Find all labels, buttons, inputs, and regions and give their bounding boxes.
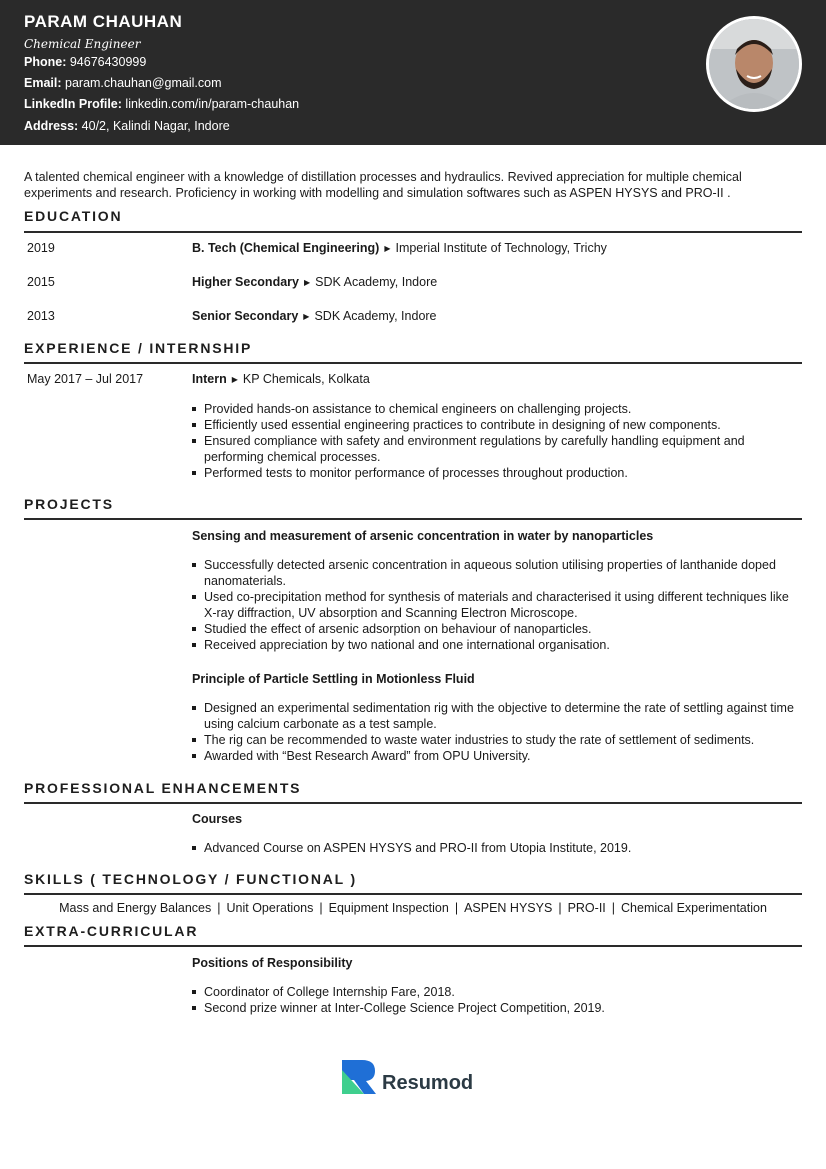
enhancements-divider — [24, 802, 802, 804]
experience-role: Intern — [192, 372, 227, 386]
linkedin-line — [24, 97, 299, 111]
professional-summary: A talented chemical engineer with a knowledge of distillation processes and hydraulics. Revived appreciation for multiple chemical experiments and research. Proficiency in working with modelling and simulation softwares such as ASPEN HYSYS and PRO-II . — [24, 170, 742, 200]
education-school: SDK Academy, Indore — [315, 275, 438, 289]
education-year: 2015 — [27, 275, 55, 289]
email-label: Email: — [24, 76, 62, 90]
extra-curricular-divider — [24, 945, 802, 947]
education-entry — [192, 309, 437, 323]
skill-separator: | — [217, 901, 221, 915]
education-year: 2013 — [27, 309, 55, 323]
avatar-photo-icon — [709, 19, 799, 109]
education-degree: Higher Secondary — [192, 275, 299, 289]
projects-heading: PROJECTS — [24, 496, 114, 512]
candidate-name: PARAM CHAUHAN — [24, 12, 183, 31]
resumod-logo-icon — [342, 1060, 378, 1097]
enhancements-heading: PROFESSIONAL ENHANCEMENTS — [24, 780, 302, 796]
list-item: The rig can be recommended to waste water industries to study the rate of settlement of sediments. — [204, 732, 802, 748]
experience-bullets — [204, 401, 802, 481]
project-title: Sensing and measurement of arsenic concentration in water by nanoparticles — [192, 529, 654, 543]
list-item: Successfully detected arsenic concentration in aqueous solution utilising properties of lanthanide doped nanomaterials. — [204, 557, 802, 589]
skills-divider — [24, 893, 802, 895]
list-item: Coordinator of College Internship Fare, 2018. — [204, 984, 802, 1000]
list-item: Used co-precipitation method for synthesis of materials and characterised it using different techniques like X-ray diffraction, UV absorption and Scanning Electron Microscope. — [204, 589, 802, 621]
address-line — [24, 119, 230, 133]
education-degree: Senior Secondary — [192, 309, 299, 323]
phone-label: Phone: — [24, 55, 67, 69]
projects-divider — [24, 518, 802, 520]
skill-item: Chemical Experimentation — [621, 901, 767, 915]
linkedin-value[interactable]: linkedin.com/in/param-chauhan — [125, 97, 300, 111]
list-item: Second prize winner at Inter-College Science Project Competition, 2019. — [204, 1000, 802, 1016]
experience-company: KP Chemicals, Kolkata — [242, 372, 370, 386]
courses-subheading: Courses — [192, 812, 243, 826]
education-school: Imperial Institute of Technology, Trichy — [395, 241, 607, 255]
skill-separator: | — [454, 901, 459, 915]
logo-wordmark: Resumod — [382, 1072, 474, 1094]
list-item: Studied the effect of arsenic adsorption on behaviour of nanoparticles. — [204, 621, 802, 637]
project-bullets — [204, 700, 802, 764]
skills-heading: SKILLS ( TECHNOLOGY / FUNCTIONAL ) — [24, 871, 357, 887]
skill-item: Equipment Inspection — [328, 901, 449, 915]
experience-dates: May 2017 – Jul 2017 — [27, 372, 144, 386]
skills-list — [0, 901, 826, 915]
skill-item: Unit Operations — [226, 901, 314, 915]
list-item: Received appreciation by two national and one international organisation. — [204, 637, 802, 653]
list-item: Designed an experimental sedimentation rig with the objective to determine the rate of settling against time using calcium carbonate as a test sample. — [204, 700, 802, 732]
arrow-right-icon: ▶ — [303, 278, 311, 287]
list-item: Awarded with “Best Research Award” from OPU University. — [204, 748, 802, 764]
skill-separator: | — [319, 901, 323, 915]
arrow-right-icon: ▶ — [384, 244, 391, 253]
list-item: Efficiently used essential engineering practices to contribute in designing of new components. — [204, 417, 802, 433]
arrow-right-icon: ▶ — [303, 312, 310, 321]
education-entry — [192, 275, 437, 289]
education-heading: EDUCATION — [24, 208, 123, 224]
email-value[interactable]: param.chauhan@gmail.com — [65, 76, 222, 90]
project-title: Principle of Particle Settling in Motionless Fluid — [192, 672, 475, 686]
avatar — [706, 16, 802, 112]
education-degree: B. Tech (Chemical Engineering) — [192, 241, 380, 255]
phone-value: 94676430999 — [69, 55, 147, 69]
education-divider — [24, 231, 802, 233]
phone-line — [24, 55, 146, 69]
skill-item: Mass and Energy Balances — [59, 901, 212, 915]
experience-entry — [192, 372, 370, 386]
courses-bullets — [204, 840, 802, 856]
list-item: Advanced Course on ASPEN HYSYS and PRO-II from Utopia Institute, 2019. — [204, 840, 802, 856]
skill-separator: | — [611, 901, 616, 915]
arrow-right-icon: ▶ — [231, 375, 238, 384]
responsibility-subheading: Positions of Responsibility — [192, 956, 353, 970]
candidate-title: Chemical Engineer — [24, 37, 141, 51]
resume-header — [0, 0, 826, 145]
skill-item: PRO-II — [567, 901, 606, 915]
experience-divider — [24, 362, 802, 364]
address-value: 40/2, Kalindi Nagar, Indore — [81, 119, 230, 133]
skill-item: ASPEN HYSYS — [464, 901, 553, 915]
linkedin-label: LinkedIn Profile: — [24, 97, 122, 111]
skill-separator: | — [558, 901, 562, 915]
list-item: Performed tests to monitor performance of processes throughout production. — [204, 465, 802, 481]
education-school: SDK Academy, Indore — [314, 309, 437, 323]
address-label: Address: — [24, 119, 79, 133]
list-item: Provided hands-on assistance to chemical engineers on challenging projects. — [204, 401, 802, 417]
project-bullets — [204, 557, 802, 653]
extra-curricular-heading: EXTRA-CURRICULAR — [24, 923, 199, 939]
experience-heading: EXPERIENCE / INTERNSHIP — [24, 340, 253, 356]
education-year: 2019 — [27, 241, 55, 255]
education-entry — [192, 241, 607, 255]
list-item: Ensured compliance with safety and environment regulations by carefully handling equipment and performing chemical processes. — [204, 433, 802, 465]
responsibility-bullets — [204, 984, 802, 1016]
email-line — [24, 76, 222, 90]
